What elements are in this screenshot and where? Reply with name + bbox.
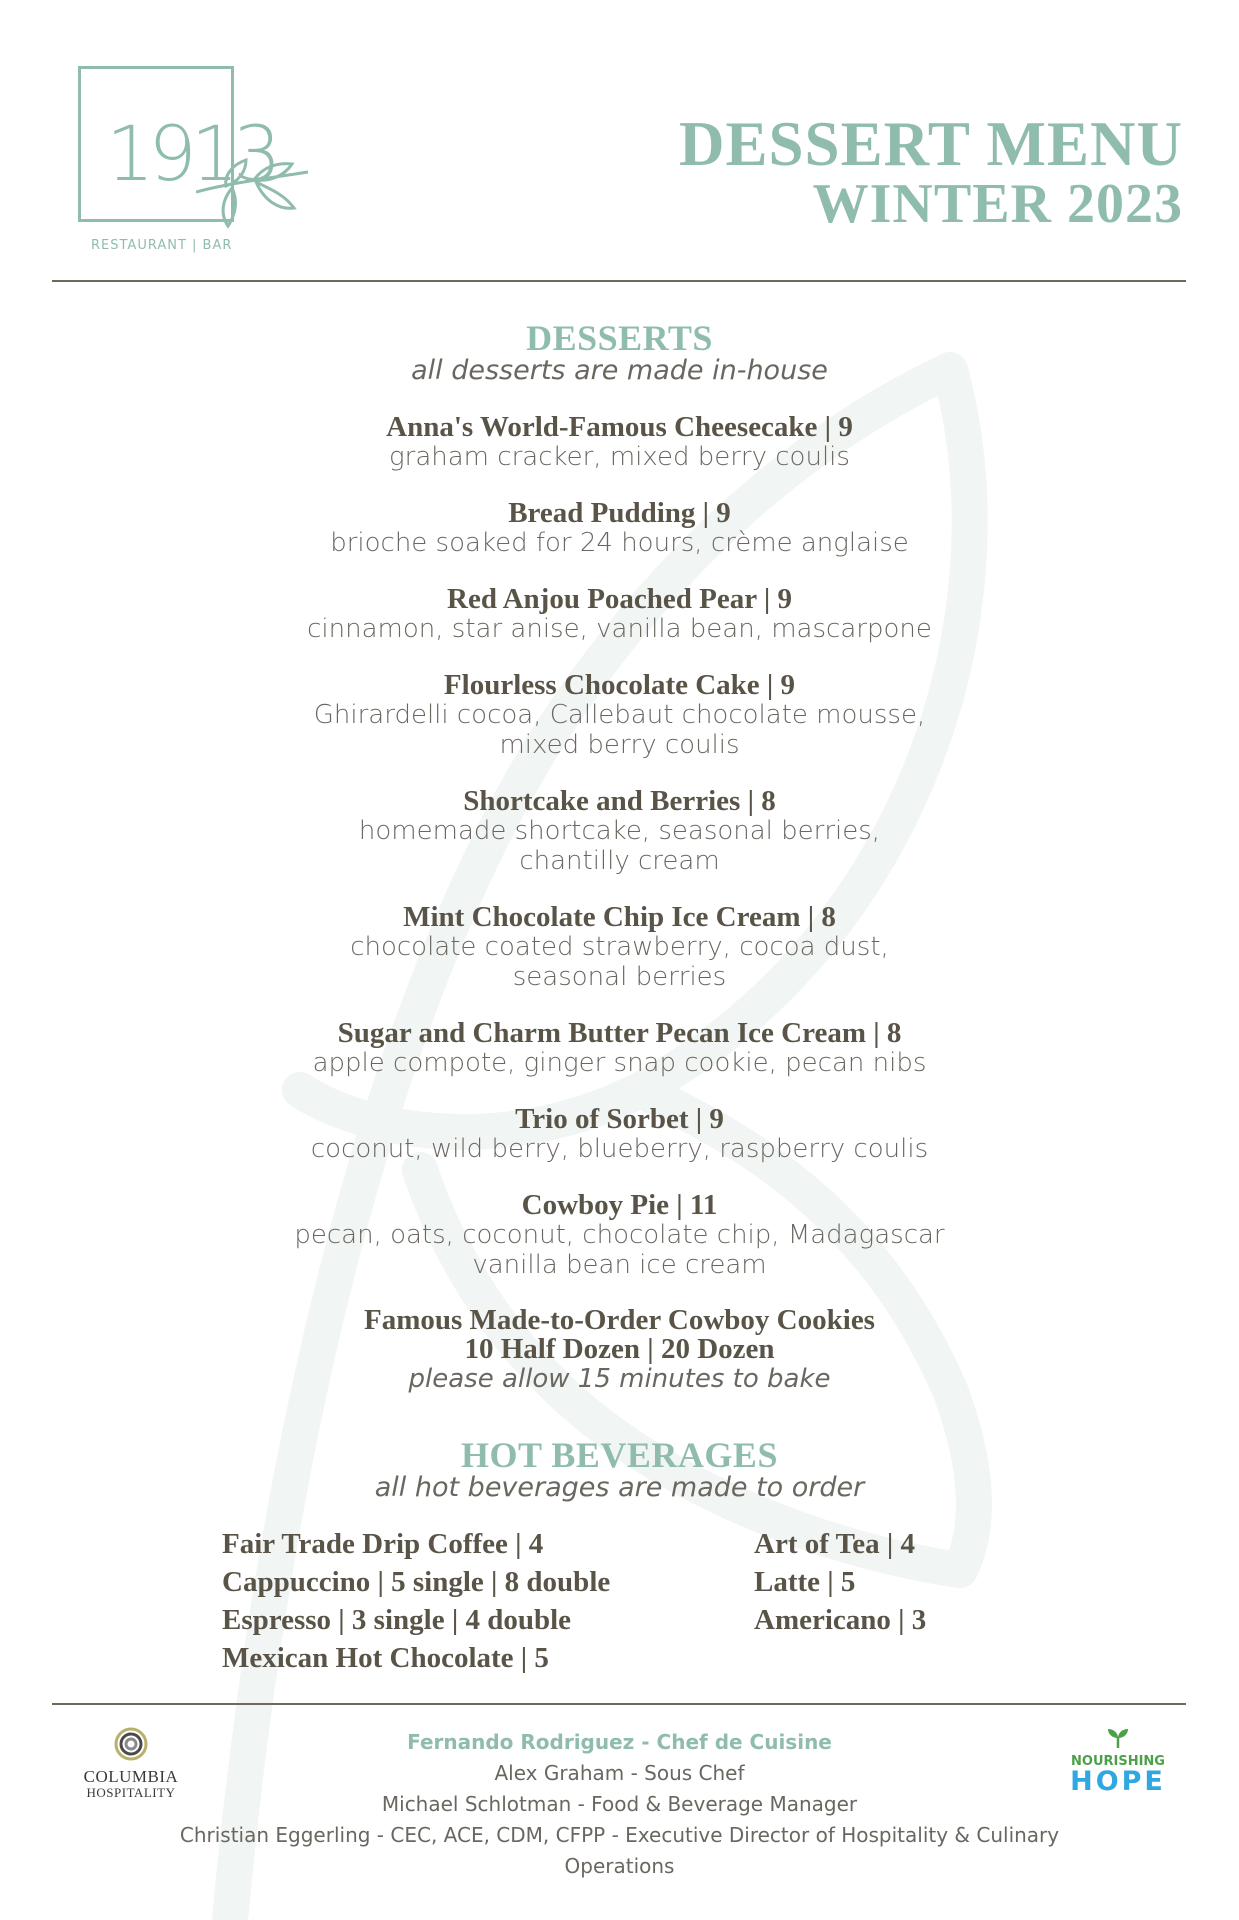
list-item: Fair Trade Drip Coffee | 4 <box>222 1528 544 1560</box>
logo-subtitle: RESTAURANT | BAR <box>91 238 233 253</box>
beverages-list <box>0 1525 1239 1675</box>
header-divider <box>52 280 1186 282</box>
leaf-branch-icon <box>196 154 316 234</box>
hot-beverages-section <box>0 1435 1239 1675</box>
list-item: Art of Tea | 4 <box>754 1528 916 1560</box>
cookies-name: Famous Made-to-Order Cowboy Cookies <box>364 1304 875 1336</box>
item-description: graham cracker, mixed berry coulis <box>389 442 850 472</box>
item-name: Flourless Chocolate Cake | 9 <box>443 669 796 701</box>
beverages-left-column <box>222 1525 610 1677</box>
item-name: Shortcake and Berries | 8 <box>463 785 776 817</box>
item-description: brioche soaked for 24 hours, crème anglaise <box>330 528 909 558</box>
item-name: Cowboy Pie | 11 <box>521 1189 718 1221</box>
list-item: Latte | 5 <box>754 1566 856 1598</box>
item-description: coconut, wild berry, blueberry, raspberry coulis <box>310 1134 929 1164</box>
credit-line: Christian Eggerling - CEC, ACE, CDM, CFPP - Executive Director of Hospitality & Culinary Operations <box>179 1823 1060 1878</box>
list-item <box>0 1190 1239 1280</box>
logo-number: 1913 <box>106 109 276 198</box>
staff-credits <box>0 1726 1239 1882</box>
item-name: Trio of Sorbet | 9 <box>515 1103 724 1135</box>
menu-content <box>0 318 1239 1675</box>
item-description: Ghirardelli cocoa, Callebaut chocolate mousse, mixed berry coulis <box>313 700 926 760</box>
desserts-note: all desserts are made in-house <box>411 355 828 386</box>
item-description: homemade shortcake, seasonal berries, chantilly cream <box>358 816 881 876</box>
restaurant-logo <box>76 66 316 262</box>
beverages-right-column <box>754 1525 926 1639</box>
list-item <box>0 1104 1239 1164</box>
beverages-note: all hot beverages are made to order <box>374 1472 865 1503</box>
list-item <box>0 498 1239 558</box>
item-description: pecan, oats, coconut, chocolate chip, Madagascar vanilla bean ice cream <box>294 1220 945 1280</box>
menu-title <box>678 109 1183 235</box>
item-name: Sugar and Charm Butter Pecan Ice Cream | 8 <box>337 1017 902 1049</box>
chef-credit: Fernando Rodriguez - Chef de Cuisine <box>407 1730 832 1754</box>
item-description: cinnamon, star anise, vanilla bean, mascarpone <box>307 614 932 644</box>
menu-title-line2: WINTER 2023 <box>812 173 1183 235</box>
columbia-text-line1: COLUMBIA <box>83 1767 179 1786</box>
cookies-price: 10 Half Dozen | 20 Dozen <box>464 1333 775 1365</box>
credit-line: Michael Schlotman - Food & Beverage Manager <box>381 1792 858 1816</box>
list-item <box>0 670 1239 760</box>
columbia-text-line2: HOSPITALITY <box>86 1785 176 1800</box>
item-name: Red Anjou Poached Pear | 9 <box>447 583 792 615</box>
cookies-note: please allow 15 minutes to bake <box>408 1364 831 1394</box>
item-description: apple compote, ginger snap cookie, pecan nibs <box>312 1048 927 1078</box>
beverages-heading: HOT BEVERAGES <box>461 1435 778 1475</box>
desserts-list <box>0 412 1239 1395</box>
cookies-item <box>0 1306 1239 1395</box>
footer-divider <box>52 1703 1186 1705</box>
desserts-heading: DESSERTS <box>526 318 713 358</box>
list-item: Espresso | 3 single | 4 double <box>222 1604 572 1636</box>
list-item: Cappuccino | 5 single | 8 double <box>222 1566 611 1598</box>
list-item <box>0 1018 1239 1078</box>
item-name: Anna's World-Famous Cheesecake | 9 <box>386 411 853 443</box>
credit-line: Alex Graham - Sous Chef <box>494 1761 745 1785</box>
list-item <box>0 786 1239 876</box>
item-description: chocolate coated strawberry, cocoa dust, seasonal berries <box>350 932 889 992</box>
list-item: Americano | 3 <box>754 1604 927 1636</box>
item-name: Bread Pudding | 9 <box>508 497 731 529</box>
hope-text-line2: HOPE <box>1070 1766 1166 1797</box>
list-item: Mexican Hot Chocolate | 5 <box>222 1642 549 1674</box>
list-item <box>0 584 1239 644</box>
list-item <box>0 412 1239 472</box>
hope-text-line1: NOURISHING <box>1071 1754 1165 1769</box>
item-name: Mint Chocolate Chip Ice Cream | 8 <box>403 901 836 933</box>
menu-title-line1: DESSERT MENU <box>678 109 1183 179</box>
list-item <box>0 902 1239 992</box>
